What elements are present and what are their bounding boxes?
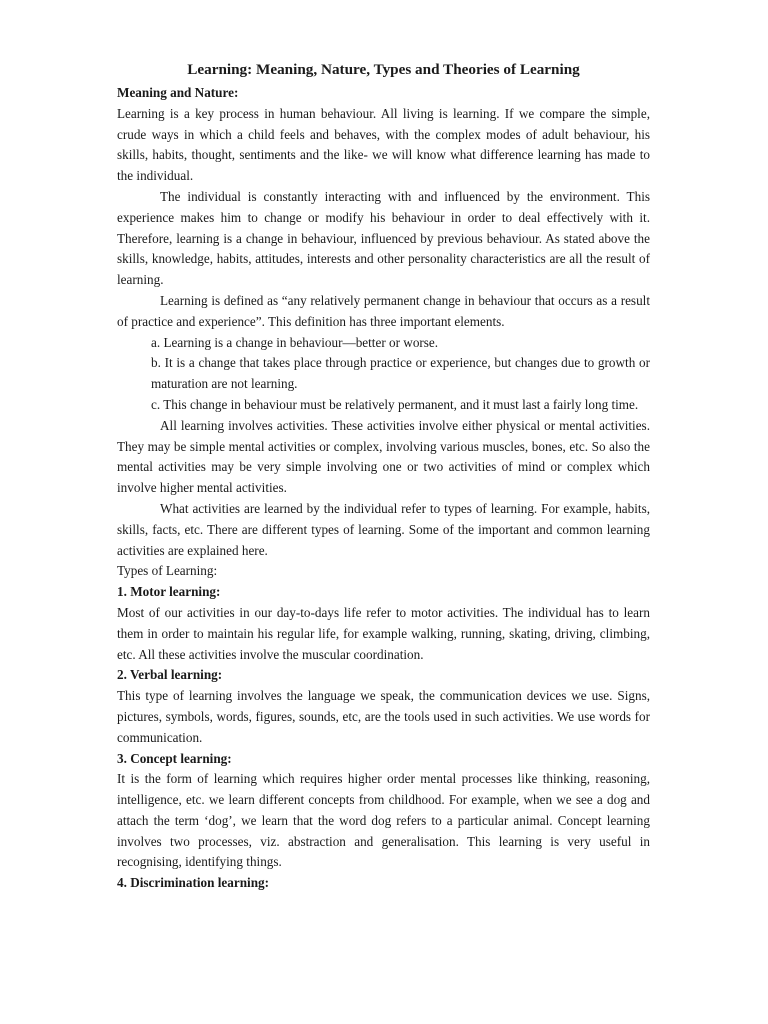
discrimination-learning-heading: 4. Discrimination learning: bbox=[117, 875, 270, 891]
verbal-learning-text: This type of learning involves the language we speak, the communication devices we use. Signs, pictures, symbols, words, figures, sounds, etc, are the tools used in such activities. We use words for communication. bbox=[117, 688, 650, 745]
list-item: b. It is a change that takes place through practice or experience, but changes due to growth or maturation are not learning. bbox=[151, 355, 650, 392]
meaning-heading: Meaning and Nature: bbox=[117, 85, 239, 100]
document-title: Learning: Meaning, Nature, Types and Theories of Learning bbox=[187, 61, 580, 78]
list-item: c. This change in behaviour must be relatively permanent, and it must last a fairly long time. bbox=[151, 396, 639, 412]
paragraph-types-intro: What activities are learned by the individual refer to types of learning. For example, habits, skills, facts, etc. There are different types of learning. Some of the important and common learning activities are explained here. bbox=[117, 500, 650, 558]
concept-learning-heading: 3. Concept learning: bbox=[117, 750, 232, 766]
paragraph-activities: All learning involves activities. These activities involve either physical or mental activities. They may be simple mental activities or complex, involving various muscles, bones, etc. So also the mental activities may be very simple involving one or two activities of mind or complex which involve higher mental activities. bbox=[117, 417, 650, 496]
concept-learning-text: It is the form of learning which requires higher order mental processes like thinking, reasoning, intelligence, etc. we learn different concepts from childhood. For example, when we see a dog and attach the term ‘dog’, we learn that the word dog refers to a particular animal. Concept learning involves two processes, viz. abstraction and generalisation. This learning is very useful in recognising, identifying things. bbox=[117, 771, 650, 870]
list-item: a. Learning is a change in behaviour—better or worse. bbox=[151, 334, 439, 350]
paragraph-environment: The individual is constantly interacting with and influenced by the environment. This experience makes him to change or modify his behaviour in order to deal effectively with it. Therefore, learning is a change in behaviour, influenced by previous behaviour. As stated above the skills, knowledge, habits, attitudes, interests and other personality characteristics are all the result of learning. bbox=[117, 188, 650, 288]
motor-learning-text: Most of our activities in our day-to-days life refer to motor activities. The individual has to learn them in order to maintain his regular life, for example walking, running, skating, driving, climbing, etc. All these activities involve the muscular coordination. bbox=[117, 604, 650, 662]
types-heading: Types of Learning: bbox=[117, 563, 218, 579]
paragraph-definition: Learning is defined as “any relatively permanent change in behaviour that occurs as a result of practice and experience”. This definition has three important elements. bbox=[117, 292, 650, 329]
verbal-learning-heading: 2. Verbal learning: bbox=[117, 667, 223, 683]
paragraph-intro: Learning is a key process in human behaviour. All living is learning. If we compare the simple, crude ways in which a child feels and behaves, with the complex modes of adult behaviour, his skills, habits, thought, sentiments and the like- we will know what difference learning has made to the individual. bbox=[117, 105, 650, 184]
document-page bbox=[117, 58, 650, 894]
motor-learning-heading: 1. Motor learning: bbox=[117, 584, 221, 600]
definition-elements-list bbox=[117, 333, 650, 416]
